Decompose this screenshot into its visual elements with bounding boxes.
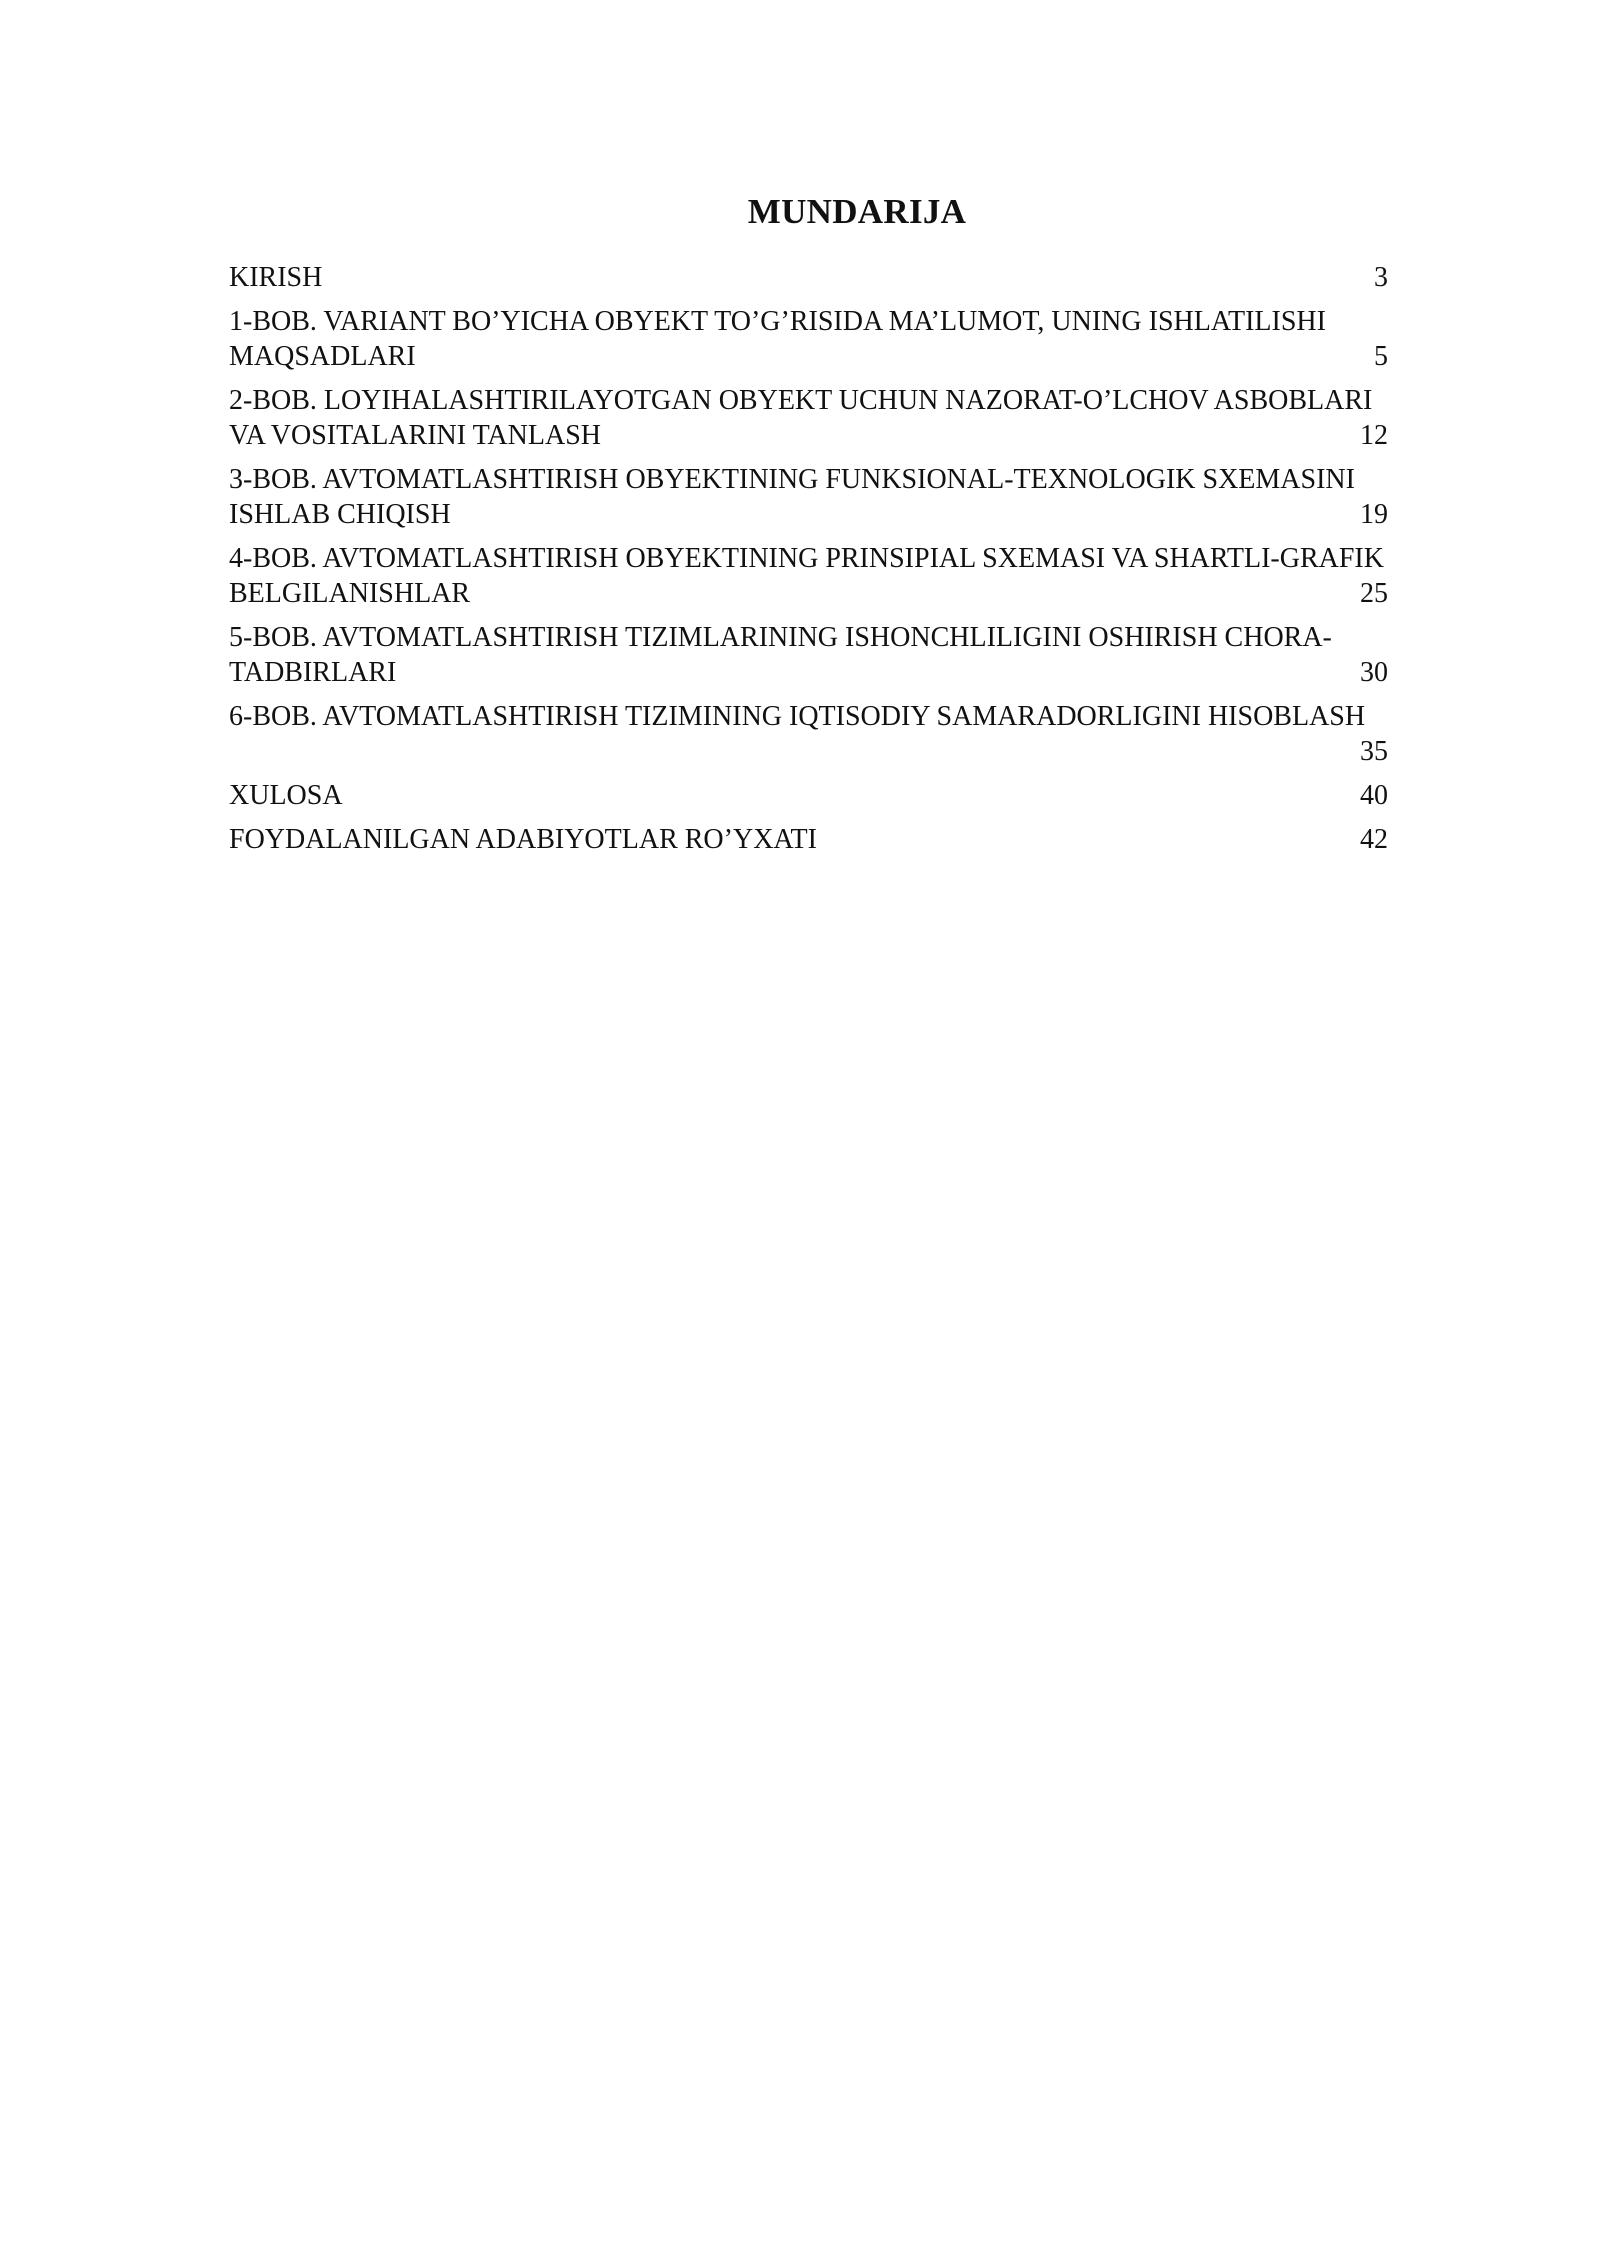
toc-entry-title-continued: VA VOSITALARINI TANLASH — [229, 420, 601, 451]
toc-entry-title-continued: BELGILANISHLAR — [229, 578, 471, 609]
toc-entry-title-continued: TADBIRLARI — [229, 657, 397, 688]
toc-entry-page: 19 — [1360, 499, 1388, 530]
toc-entry-title-continued — [229, 734, 1473, 769]
toc-entry-chapter-3[interactable] — [229, 462, 1473, 532]
toc-entry-page: 40 — [1360, 780, 1388, 811]
toc-entry-title: 1-BOB. VARIANT BO’YICHA OBYEKT TO’G’RISIDA MA’LUMOT, UNING ISHLATILISHI — [229, 306, 1326, 337]
toc-entry-title: 6-BOB. AVTOMATLASHTIRISH TIZIMINING IQTISODIY SAMARADORLIGINI HISOBLASH — [229, 701, 1366, 732]
toc-entry-page: 3 — [1374, 262, 1388, 293]
toc-entry-page: 35 — [1360, 736, 1388, 767]
toc-entry-chapter-2[interactable] — [229, 383, 1473, 453]
table-of-contents — [229, 260, 1473, 866]
toc-entry-title: 4-BOB. AVTOMATLASHTIRISH OBYEKTINING PRINSIPIAL SXEMASI VA SHARTLI-GRAFIK — [229, 543, 1384, 574]
toc-entry-title-continued: MAQSADLARI — [229, 341, 416, 372]
toc-entry-chapter-5[interactable] — [229, 620, 1473, 690]
toc-entry-page: 12 — [1360, 420, 1388, 451]
toc-entry-chapter-6[interactable] — [229, 699, 1473, 769]
toc-entry-page: 25 — [1360, 578, 1388, 609]
toc-entry-title: XULOSA — [229, 780, 343, 811]
toc-entry-chapter-1[interactable] — [229, 304, 1473, 374]
toc-entry-title: FOYDALANILGAN ADABIYOTLAR RO’YXATI — [229, 824, 817, 855]
toc-entry-title: 3-BOB. AVTOMATLASHTIRISH OBYEKTINING FUNKSIONAL-TEXNOLOGIK SXEMASINI — [229, 464, 1355, 495]
toc-entry-xulosa[interactable] — [229, 778, 1473, 813]
page-title: MUNDARIJA — [747, 192, 967, 231]
toc-entry-title: KIRISH — [229, 262, 323, 293]
toc-entry-title: 2-BOB. LOYIHALASHTIRILAYOTGAN OBYEKT UCHUN NAZORAT-O’LCHOV ASBOBLARI — [229, 385, 1373, 416]
toc-entry-references[interactable] — [229, 822, 1473, 857]
toc-entry-title: 5-BOB. AVTOMATLASHTIRISH TIZIMLARINING ISHONCHLILIGINI OSHIRISH CHORA- — [229, 622, 1332, 653]
toc-entry-chapter-4[interactable] — [229, 541, 1473, 611]
toc-entry-page: 5 — [1374, 341, 1388, 372]
toc-entry-kirish[interactable] — [229, 260, 1473, 295]
toc-entry-page: 30 — [1360, 657, 1388, 688]
toc-entry-page: 42 — [1360, 824, 1388, 855]
toc-entry-title-continued: ISHLAB CHIQISH — [229, 499, 451, 530]
